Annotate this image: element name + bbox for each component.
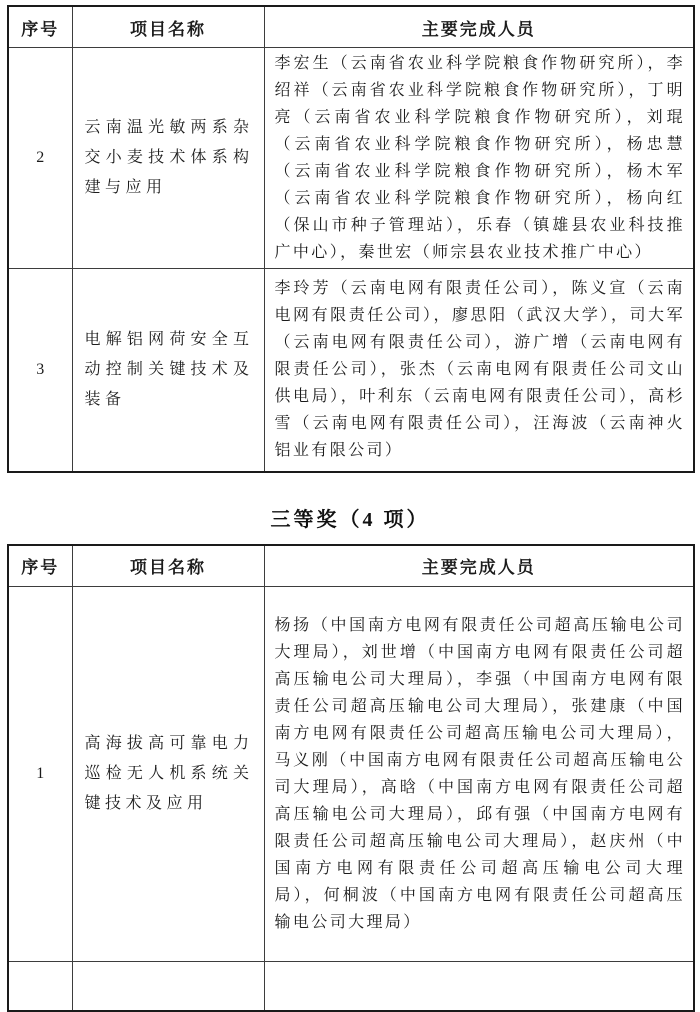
- table-row-clipped: [8, 961, 694, 1011]
- col-header-main-contributors: 主要完成人员: [264, 545, 694, 587]
- contributors-cell: 李玲芳（云南电网有限责任公司），陈义宣（云南电网有限责任公司），廖思阳（武汉大学），司大军（云南电网有限责任公司），游广增（云南电网有限责任公司），张杰（云南电网有限责任公司文山供电局），叶利东（云南电网有限责任公司），高杉雪（云南电网有限责任公司），汪海波（云南神火铝业有限公司）: [264, 269, 694, 472]
- award-table-third-prize: [7, 544, 695, 1012]
- col-header-main-contributors: 主要完成人员: [264, 6, 694, 48]
- col-header-index: 序号: [8, 545, 72, 587]
- project-name-cell: 高海拔高可靠电力巡检无人机系统关键技术及应用: [72, 586, 264, 961]
- col-header-project-name: 项目名称: [72, 6, 264, 48]
- contributors-cell: [264, 961, 694, 1011]
- project-name-cell: 云南温光敏两系杂交小麦技术体系构建与应用: [72, 48, 264, 269]
- col-header-index: 序号: [8, 6, 72, 48]
- table-row: [8, 269, 694, 472]
- table-header-row: [8, 545, 694, 587]
- table-row: [8, 586, 694, 961]
- project-name-cell: 电解铝网荷安全互动控制关键技术及装备: [72, 269, 264, 472]
- index-cell: [8, 961, 72, 1011]
- table-header-row: [8, 6, 694, 48]
- col-header-project-name: 项目名称: [72, 545, 264, 587]
- contributors-cell: 杨扬（中国南方电网有限责任公司超高压输电公司大理局），刘世增（中国南方电网有限责任公司超高压输电公司大理局），李强（中国南方电网有限责任公司超高压输电公司大理局），张建康（中国南方电网有限责任公司超高压输电公司大理局），马义刚（中国南方电网有限责任公司超高压输电公司大理局），高晗（中国南方电网有限责任公司超高压输电公司大理局），邱有强（中国南方电网有限责任公司超高压输电公司大理局），赵庆州（中国南方电网有限责任公司超高压输电公司大理局），何桐波（中国南方电网有限责任公司超高压输电公司大理局）: [264, 586, 694, 961]
- award-table-second-prize: [7, 5, 695, 473]
- section-heading-third-prize: 三等奖（4 项）: [270, 508, 430, 531]
- index-cell: 3: [8, 269, 72, 472]
- index-cell: 2: [8, 48, 72, 269]
- project-name-cell: [72, 961, 264, 1011]
- contributors-cell: 李宏生（云南省农业科学院粮食作物研究所），李绍祥（云南省农业科学院粮食作物研究所），丁明亮（云南省农业科学院粮食作物研究所），刘琨（云南省农业科学院粮食作物研究所），杨忠慧（云南省农业科学院粮食作物研究所），杨木军（云南省农业科学院粮食作物研究所），杨向红（保山市种子管理站），乐春（镇雄县农业科技推广中心），秦世宏（师宗县农业技术推广中心）: [264, 48, 694, 269]
- table-row: [8, 48, 694, 269]
- index-cell: 1: [8, 586, 72, 961]
